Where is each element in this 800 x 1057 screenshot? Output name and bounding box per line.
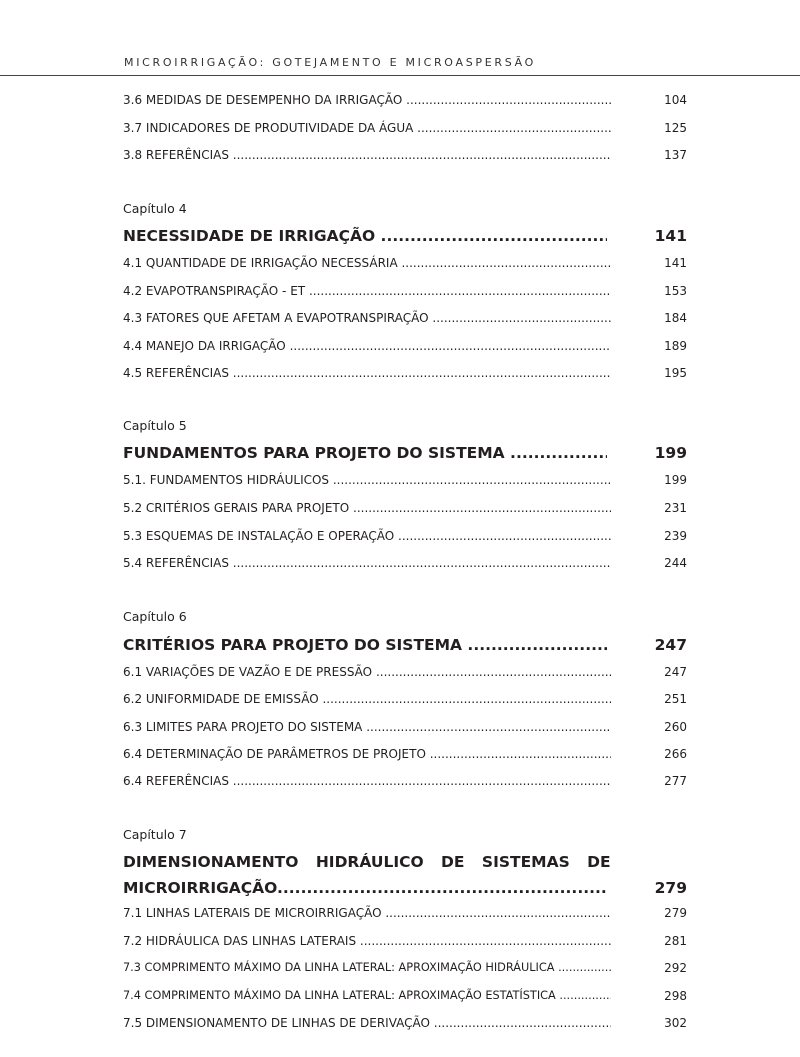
chapter-page: 199	[654, 444, 687, 462]
toc-entry-text: 4.5 REFERÊNCIAS .....	[123, 364, 611, 382]
toc-entry-text: 6.3 LIMITES PARA PROJETO DO SISTEMA .....	[123, 718, 611, 736]
toc-entry-text: 6.4 REFERÊNCIAS .....	[123, 772, 611, 790]
toc-entry-page: 153	[664, 284, 687, 298]
header-rule	[0, 75, 800, 76]
chapter-title-line1: DIMENSIONAMENTO HIDRÁULICO DE SISTEMAS DE	[123, 853, 611, 871]
toc-entry-text: 5.1. FUNDAMENTOS HIDRÁULICOS .....	[123, 471, 611, 489]
toc-entry-text: 7.2 HIDRÁULICA DAS LINHAS LATERAIS .....	[123, 932, 611, 950]
toc-entry-page: 279	[664, 906, 687, 920]
toc-entry-text: 4.1 QUANTIDADE DE IRRIGAÇÃO NECESSÁRIA .....	[123, 254, 611, 272]
chapter-title[interactable]	[123, 634, 687, 656]
toc-entry[interactable]	[123, 987, 687, 1005]
toc-entry[interactable]	[123, 364, 687, 382]
toc-entry[interactable]	[123, 690, 687, 708]
toc-entry-text: 7.3 COMPRIMENTO MÁXIMO DA LINHA LATERAL: APROXIMAÇÃO HIDRÁULICA .....	[123, 959, 611, 977]
toc-entry[interactable]	[123, 527, 687, 545]
toc-entry-page: 239	[664, 529, 687, 543]
toc-entry[interactable]	[123, 959, 687, 977]
toc-entry-page: 231	[664, 501, 687, 515]
toc-entry-text: 4.2 EVAPOTRANSPIRAÇÃO - ET .....	[123, 282, 611, 300]
toc-entry-text: 6.4 DETERMINAÇÃO DE PARÂMETROS DE PROJETO .....	[123, 745, 611, 763]
toc-entry[interactable]	[123, 499, 687, 517]
toc-entry-page: 184	[664, 311, 687, 325]
toc-entry-text: 5.4 REFERÊNCIAS .....	[123, 554, 611, 572]
toc-entry[interactable]	[123, 745, 687, 763]
toc-entry[interactable]	[123, 932, 687, 950]
toc-entry[interactable]	[123, 471, 687, 489]
toc-entry[interactable]	[123, 554, 687, 572]
chapter-title-line2: MICROIRRIGAÇÃO .....	[123, 877, 607, 899]
toc-entry-page: 277	[664, 774, 687, 788]
chapter-title-text: FUNDAMENTOS PARA PROJETO DO SISTEMA .....	[123, 442, 607, 464]
toc-entry[interactable]	[123, 1014, 687, 1032]
toc-entry[interactable]	[123, 337, 687, 355]
toc-entry[interactable]	[123, 254, 687, 272]
toc-entry[interactable]	[123, 119, 687, 137]
chapter-page: 247	[654, 636, 687, 654]
chapter-title-text: CRITÉRIOS PARA PROJETO DO SISTEMA .....	[123, 634, 607, 656]
toc-entry-text: 5.2 CRITÉRIOS GERAIS PARA PROJETO .....	[123, 499, 611, 517]
toc-entry[interactable]	[123, 718, 687, 736]
toc-entry-page: 266	[664, 747, 687, 761]
chapter-label: Capítulo 6	[123, 609, 187, 624]
toc-entry-page: 137	[664, 148, 687, 162]
chapter-page: 279	[654, 879, 687, 897]
toc-entry-page: 260	[664, 720, 687, 734]
toc-entry-page: 302	[664, 1016, 687, 1030]
toc-entry[interactable]	[123, 663, 687, 681]
toc-entry-page: 104	[664, 93, 687, 107]
chapter-label: Capítulo 5	[123, 418, 187, 433]
toc-entry-page: 298	[664, 989, 687, 1003]
toc-entry[interactable]	[123, 904, 687, 922]
chapter-label: Capítulo 7	[123, 827, 187, 842]
toc-entry-text: 3.7 INDICADORES DE PRODUTIVIDADE DA ÁGUA .....	[123, 119, 611, 137]
toc-entry-text: 5.3 ESQUEMAS DE INSTALAÇÃO E OPERAÇÃO .....	[123, 527, 611, 545]
toc-entry-page: 251	[664, 692, 687, 706]
toc-entry-text: 7.1 LINHAS LATERAIS DE MICROIRRIGAÇÃO .....	[123, 904, 611, 922]
toc-entry-page: 189	[664, 339, 687, 353]
toc-entry-page: 199	[664, 473, 687, 487]
toc-entry[interactable]	[123, 772, 687, 790]
toc-entry-text: 4.3 FATORES QUE AFETAM A EVAPOTRANSPIRAÇÃO .....	[123, 309, 611, 327]
toc-entry[interactable]	[123, 309, 687, 327]
toc-entry-text: 7.4 COMPRIMENTO MÁXIMO DA LINHA LATERAL: APROXIMAÇÃO ESTATÍSTICA .....	[123, 987, 611, 1005]
toc-entry-page: 195	[664, 366, 687, 380]
toc-entry[interactable]	[123, 282, 687, 300]
chapter-title-text: NECESSIDADE DE IRRIGAÇÃO .....	[123, 225, 607, 247]
toc-entry-page: 141	[664, 256, 687, 270]
toc-entry-text: 4.4 MANEJO DA IRRIGAÇÃO .....	[123, 337, 611, 355]
toc-entry-text: 3.6 MEDIDAS DE DESEMPENHO DA IRRIGAÇÃO .....	[123, 91, 611, 109]
toc-entry-text: 7.5 DIMENSIONAMENTO DE LINHAS DE DERIVAÇÃO .....	[123, 1014, 611, 1032]
toc-entry-text: 6.2 UNIFORMIDADE DE EMISSÃO .....	[123, 690, 611, 708]
toc-entry-text: 3.8 REFERÊNCIAS .....	[123, 146, 611, 164]
toc-entry[interactable]	[123, 91, 687, 109]
chapter-page: 141	[654, 227, 687, 245]
toc-entry-page: 125	[664, 121, 687, 135]
chapter-title[interactable]	[123, 851, 687, 901]
toc-entry-page: 244	[664, 556, 687, 570]
chapter-title[interactable]	[123, 225, 687, 247]
toc-entry-page: 247	[664, 665, 687, 679]
toc-entry[interactable]	[123, 146, 687, 164]
toc-entry-text: 6.1 VARIAÇÕES DE VAZÃO E DE PRESSÃO .....	[123, 663, 611, 681]
toc-entry-page: 281	[664, 934, 687, 948]
chapter-title[interactable]	[123, 442, 687, 464]
toc-entry-page: 292	[664, 961, 687, 975]
running-header: MICROIRRIGAÇÃO: GOTEJAMENTO E MICROASPERSÃO	[124, 56, 536, 69]
chapter-label: Capítulo 4	[123, 201, 187, 216]
